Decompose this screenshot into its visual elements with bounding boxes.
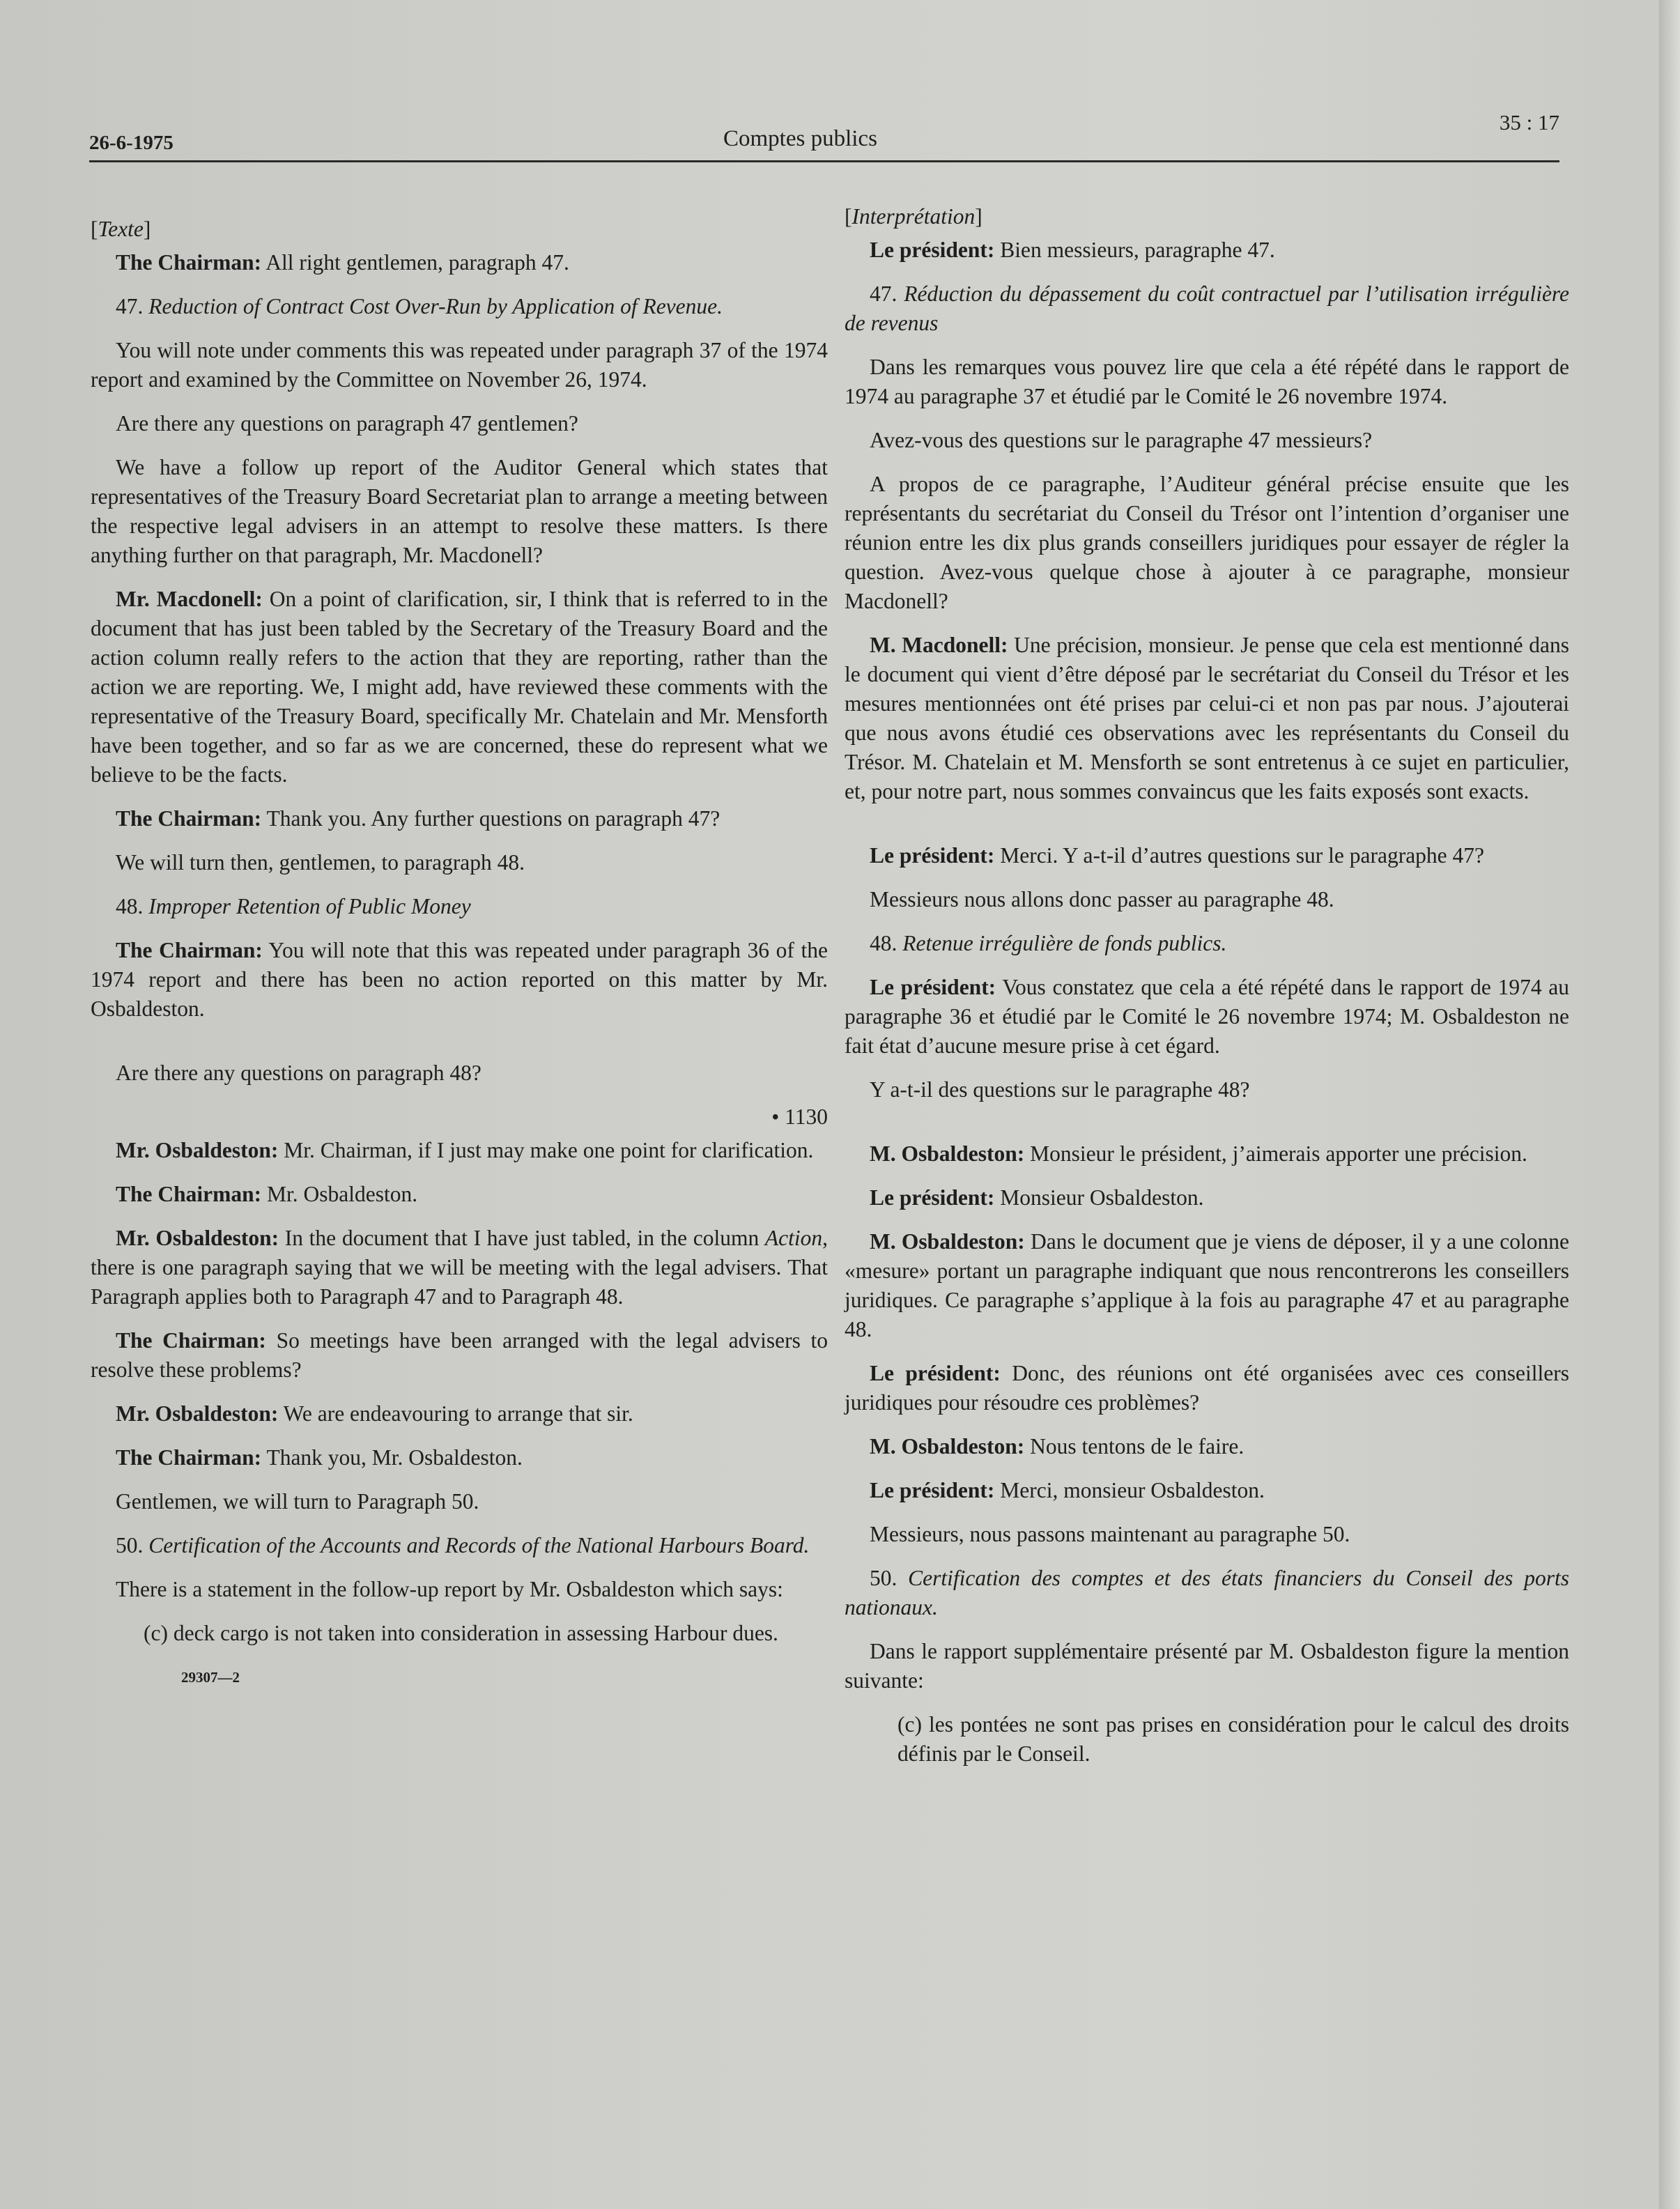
paragraph: Are there any questions on paragraph 48? — [116, 1061, 481, 1085]
paragraph: We have a follow up report of the Auditor General which states that representatives of the Treasury Board Secretariat plan to arrange a meeting between the respective legal advisers in an attempt to resolve these matters. Is there anything further on that paragraph, Mr. Macdonell? — [91, 455, 828, 567]
paragraph: A propos de ce paragraphe, l’Auditeur général précise ensuite que les représentants du secrétariat du Conseil du Trésor ont l’intention d’organiser une réunion entre les dix plus grands conseillers juridiques pour essayer de régler la question. Avez-vous quelque chose à ajouter à ce paragraphe, monsieur Macdonell? — [845, 472, 1569, 613]
speaker: M. Osbaldeston: — [870, 1434, 1025, 1458]
speaker: The Chairman: — [116, 250, 262, 275]
paragraph: Dans les remarques vous pouvez lire que cela a été répété dans le rapport de 1974 au paragraphe 37 et étudié par le Comité le 26 novembre 1974. — [845, 355, 1569, 408]
paragraph: The Chairman: You will note that this was repeated under paragraph 36 of the 1974 report and there has been no action reported on this matter by Mr. Osbaldeston. — [91, 938, 828, 1021]
speaker: Le président: — [870, 843, 995, 868]
speaker: The Chairman: — [116, 1182, 262, 1206]
item-heading: 48. Retenue irrégulière de fonds publics. — [870, 931, 1227, 955]
paragraph: Gentlemen, we will turn to Paragraph 50. — [116, 1489, 479, 1514]
section-tag: [Interprétation] — [845, 204, 982, 229]
speaker: Le président: — [870, 1478, 995, 1502]
paragraph: M. Osbaldeston: Nous tentons de le faire. — [870, 1434, 1244, 1458]
paragraph: M. Osbaldeston: Monsieur le président, j’aimerais apporter une précision. — [870, 1141, 1527, 1166]
paragraph: There is a statement in the follow-up report by Mr. Osbaldeston which says: — [116, 1577, 783, 1601]
item-heading: 47. Réduction du dépassement du coût contractuel par l’utilisation irrégulière de revenus — [845, 282, 1570, 335]
paragraph: The Chairman: Thank you. Any further questions on paragraph 47? — [116, 806, 720, 831]
paragraph: Mr. Osbaldeston: We are endeavouring to arrange that sir. — [116, 1401, 633, 1426]
paragraph: Dans le rapport supplémentaire présenté par M. Osbaldeston figure la mention suivante: — [845, 1639, 1569, 1693]
speaker: The Chairman: — [116, 1445, 262, 1470]
speaker: The Chairman: — [116, 938, 263, 962]
speaker: Mr. Osbaldeston: — [116, 1138, 279, 1162]
paragraph: Le président: Monsieur Osbaldeston. — [870, 1185, 1204, 1210]
paragraph: Messieurs, nous passons maintenant au paragraphe 50. — [870, 1522, 1350, 1546]
paragraph: The Chairman: Thank you, Mr. Osbaldeston. — [116, 1445, 523, 1470]
paragraph: You will note under comments this was repeated under paragraph 37 of the 1974 report and examined by the Committee on November 26, 1974. — [91, 338, 828, 392]
paragraph: The Chairman: So meetings have been arranged with the legal advisers to resolve these problems? — [91, 1328, 828, 1382]
speaker: The Chairman: — [116, 1328, 266, 1353]
paragraph: The Chairman: Mr. Osbaldeston. — [116, 1182, 418, 1206]
speaker: Mr. Osbaldeston: — [116, 1226, 279, 1250]
paragraph: Y a-t-il des questions sur le paragraphe 48? — [870, 1077, 1250, 1102]
paragraph: Le président: Bien messieurs, paragraphe 47. — [870, 238, 1275, 262]
header-page-number: 35 : 17 — [1499, 110, 1559, 134]
quotation: (c) les pontées ne sont pas prises en considération pour le calcul des droits définis par le Conseil. — [897, 1712, 1569, 1766]
quotation: (c) deck cargo is not taken into consideration in assessing Harbour dues. — [144, 1621, 778, 1645]
running-head — [89, 111, 1559, 162]
speaker: Le président: — [870, 1361, 1001, 1385]
header-title: Comptes publics — [723, 126, 877, 151]
french-column — [845, 202, 1569, 1783]
paragraph: We will turn then, gentlemen, to paragraph 48. — [116, 850, 525, 875]
paragraph: Are there any questions on paragraph 47 gentlemen? — [116, 411, 578, 436]
paragraph: Mr. Osbaldeston: In the document that I have just tabled, in the column Action, there is one paragraph saying that we will be meeting with the legal advisers. That Paragraph applies both to Paragraph 47 and to Paragraph 48. — [91, 1226, 829, 1309]
item-heading: 47. Reduction of Contract Cost Over-Run by Application of Revenue. — [116, 294, 723, 318]
paragraph: Messieurs nous allons donc passer au paragraphe 48. — [870, 887, 1334, 911]
paragraph: Mr. Osbaldeston: Mr. Chairman, if I just may make one point for clarification. — [116, 1138, 814, 1162]
item-heading: 50. Certification of the Accounts and Records of the National Harbours Board. — [116, 1533, 810, 1557]
footer-code: 29307—2 — [181, 1669, 240, 1686]
speaker: M. Osbaldeston: — [870, 1141, 1025, 1166]
speaker: Mr. Macdonell: — [116, 587, 263, 611]
paragraph: Avez-vous des questions sur le paragraphe 47 messieurs? — [870, 428, 1373, 452]
paragraph: Mr. Macdonell: On a point of clarification, sir, I think that is referred to in the document that has just been tabled by the Secretary of the Treasury Board and the action column really refers to the action that they are reporting, rather than the action we are reporting. We, I might add, have reviewed these comments with the representative of the Treasury Board, specifically Mr. Chatelain and Mr. Mensforth have been together, and so far as we are concerned, these do represent what we believe to be the facts. — [91, 587, 828, 787]
item-heading: 48. Improper Retention of Public Money — [116, 894, 471, 918]
section-tag: [Texte] — [91, 217, 151, 241]
paragraph: Le président: Vous constatez que cela a été répété dans le rapport de 1974 au paragraphe 36 et étudié par le Comité le 26 novembre 1974; M. Osbaldeston ne fait état d’aucune mesure prise à cet égard. — [845, 975, 1569, 1058]
speaker: The Chairman: — [116, 806, 262, 831]
speaker: M. Macdonell: — [870, 633, 1008, 657]
speaker: Le président: — [870, 975, 996, 999]
paragraph: M. Osbaldeston: Dans le document que je viens de déposer, il y a une colonne «mesure» portant un paragraphe indiquant que nous rencontrerons les conseillers juridiques. Ce paragraphe s’applique à la fois au paragraphe 47 et au paragraphe 48. — [845, 1229, 1569, 1341]
paragraph: Le président: Donc, des réunions ont été organisées avec ces conseillers juridiques pour résoudre ces problèmes? — [845, 1361, 1570, 1415]
speaker: Mr. Osbaldeston: — [116, 1401, 279, 1426]
paragraph: Le président: Merci, monsieur Osbaldeston. — [870, 1478, 1265, 1502]
speaker: Le président: — [870, 1185, 995, 1210]
speaker: Le président: — [870, 238, 995, 262]
speaker: M. Osbaldeston: — [870, 1229, 1025, 1254]
paragraph: M. Macdonell: Une précision, monsieur. Je pense que cela est mentionné dans le document qui vient d’être déposé par le secrétariat du Conseil du Trésor et les mesures mentionnées ont été prises par celui-ci et non pas par nous. J’ajouterai que nous avons étudié ces observations avec les représentants du Conseil du Trésor. M. Chatelain et M. Mensforth se sont entretenus à ce sujet en particulier, et, pour notre part, nous sommes convaincus que les faits exposés sont exacts. — [845, 633, 1569, 803]
time-marker: • 1130 — [771, 1104, 828, 1129]
page-edge — [1659, 0, 1680, 2209]
english-column — [91, 215, 828, 1692]
paragraph: The Chairman: All right gentlemen, paragraph 47. — [116, 250, 569, 275]
paragraph: Le président: Merci. Y a-t-il d’autres questions sur le paragraphe 47? — [870, 843, 1485, 868]
header-date: 26-6-1975 — [89, 132, 174, 154]
item-heading: 50. Certification des comptes et des états financiers du Conseil des ports nationaux. — [845, 1566, 1569, 1619]
